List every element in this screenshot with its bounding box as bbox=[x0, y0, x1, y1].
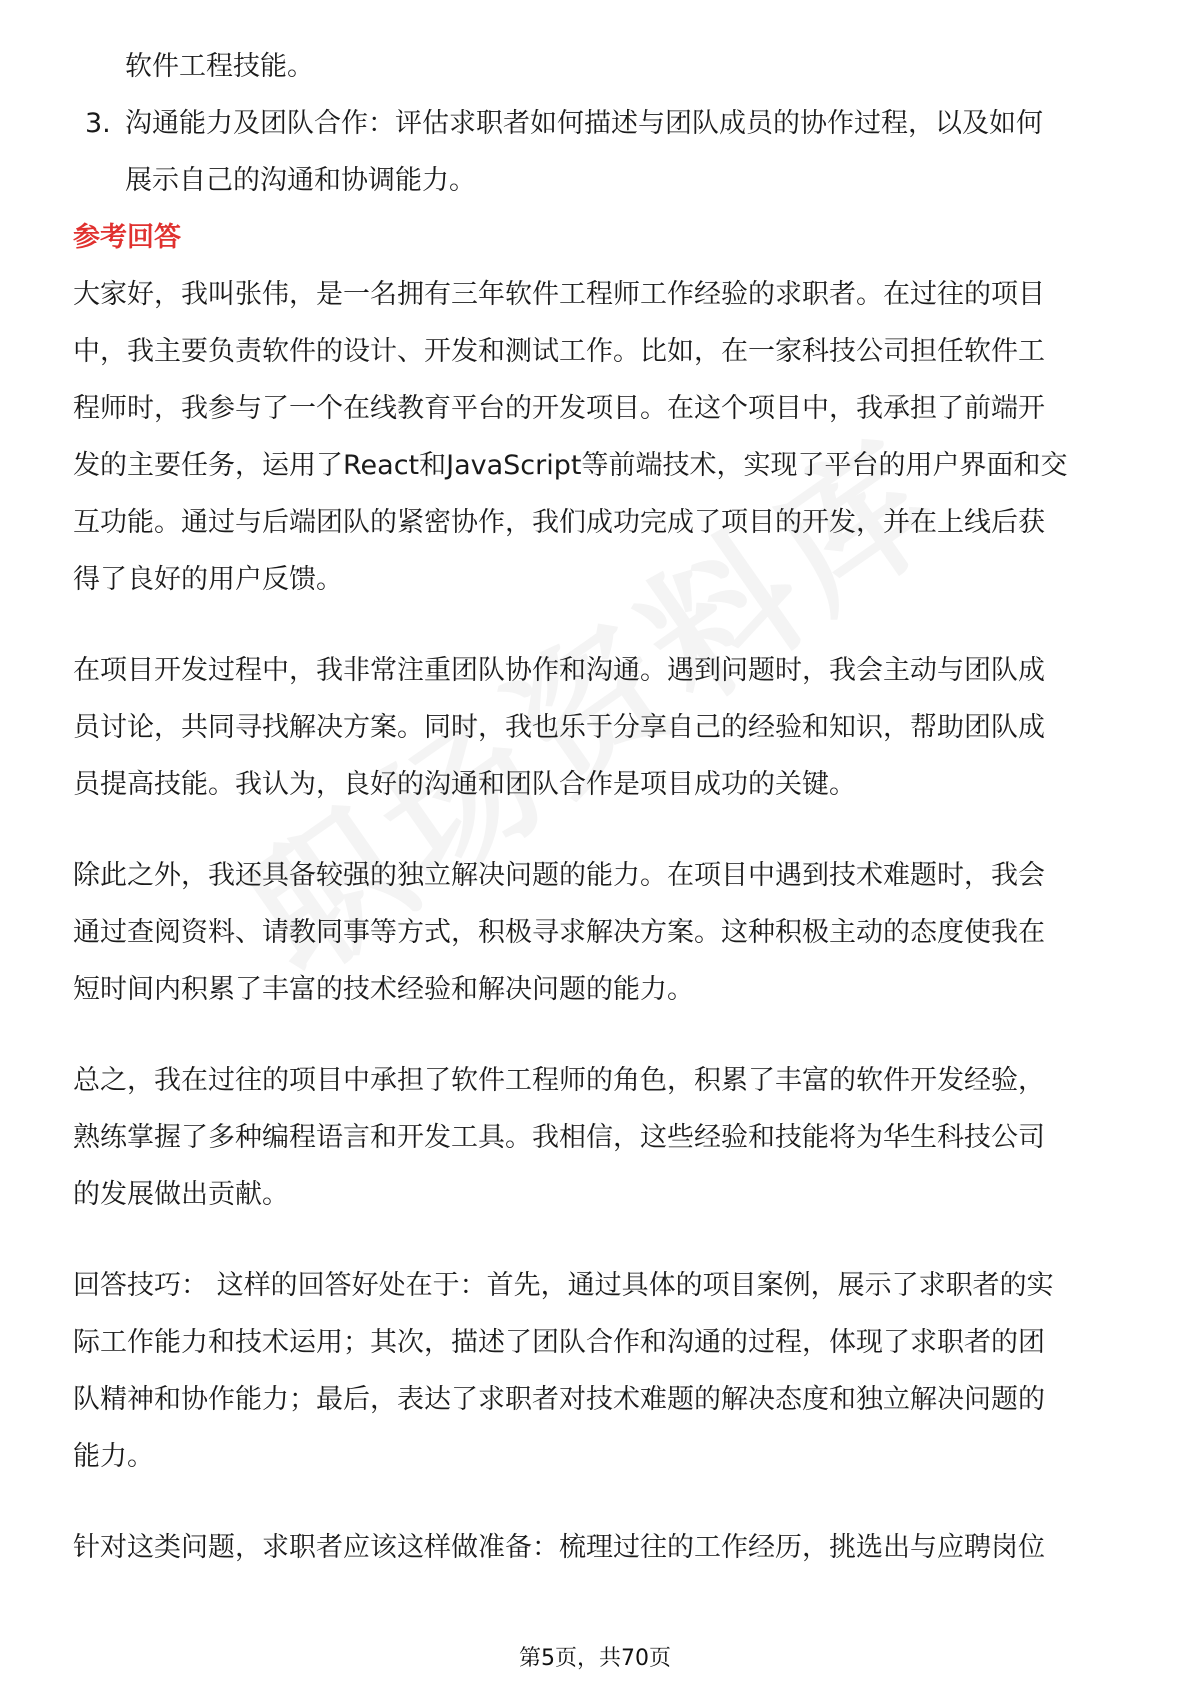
paragraph-spacing bbox=[73, 1223, 1123, 1257]
paragraph-line: 大家好，我叫张伟，是一名拥有三年软件工程师工作经验的求职者。在过往的项目 bbox=[73, 279, 1045, 310]
paragraph-spacing bbox=[73, 813, 1123, 847]
paragraph-line: 能力。 bbox=[73, 1441, 154, 1472]
page-number: 第5页，共70页 bbox=[519, 1646, 671, 1671]
paragraph bbox=[73, 642, 1123, 813]
list-item-2-continuation: 软件工程技能。 bbox=[125, 51, 314, 82]
paragraph bbox=[73, 847, 1123, 1018]
paragraph-line: 员提高技能。我认为，良好的沟通和团队合作是项目成功的关键。 bbox=[73, 769, 856, 800]
list-item-3-continuation: 展示自己的沟通和协调能力。 bbox=[125, 165, 476, 196]
paragraph-line: 中，我主要负责软件的设计、开发和测试工作。比如，在一家科技公司担任软件工 bbox=[73, 336, 1045, 367]
list-item-number: 3. bbox=[85, 108, 111, 139]
paragraph bbox=[73, 266, 1123, 608]
list-item-text: 沟通能力及团队合作：评估求职者如何描述与团队成员的协作过程，以及如何 bbox=[125, 108, 1043, 139]
paragraph-line: 程师时，我参与了一个在线教育平台的开发项目。在这个项目中，我承担了前端开 bbox=[73, 393, 1045, 424]
section-heading: 参考回答 bbox=[73, 222, 181, 253]
paragraph-line: 得了良好的用户反馈。 bbox=[73, 564, 343, 595]
paragraph-line: 在项目开发过程中，我非常注重团队协作和沟通。遇到问题时，我会主动与团队成 bbox=[73, 655, 1045, 686]
paragraph-line: 队精神和协作能力；最后，表达了求职者对技术难题的解决态度和独立解决问题的 bbox=[73, 1384, 1045, 1415]
paragraph-line: 回答技巧： 这样的回答好处在于：首先，通过具体的项目案例，展示了求职者的实 bbox=[73, 1270, 1054, 1301]
paragraph-line: 员讨论，共同寻找解决方案。同时，我也乐于分享自己的经验和知识，帮助团队成 bbox=[73, 712, 1045, 743]
paragraph-line: 总之，我在过往的项目中承担了软件工程师的角色，积累了丰富的软件开发经验， bbox=[73, 1065, 1045, 1096]
paragraph-spacing bbox=[73, 1485, 1123, 1519]
answer-body bbox=[73, 266, 1123, 1576]
paragraph-line: 除此之外，我还具备较强的独立解决问题的能力。在项目中遇到技术难题时，我会 bbox=[73, 860, 1045, 891]
paragraph-line: 际工作能力和技术运用；其次，描述了团队合作和沟通的过程，体现了求职者的团 bbox=[73, 1327, 1045, 1358]
paragraph-spacing bbox=[73, 1018, 1123, 1052]
paragraph-line: 发的主要任务，运用了React和JavaScript等前端技术，实现了平台的用户界面和交 bbox=[73, 450, 1068, 481]
paragraph-line: 针对这类问题，求职者应该这样做准备：梳理过往的工作经历，挑选出与应聘岗位 bbox=[73, 1532, 1045, 1563]
paragraph-line: 的发展做出贡献。 bbox=[73, 1179, 289, 1210]
paragraph bbox=[73, 1052, 1123, 1223]
paragraph bbox=[73, 1519, 1123, 1576]
paragraph bbox=[73, 1257, 1123, 1485]
paragraph-line: 互功能。通过与后端团队的紧密协作，我们成功完成了项目的开发，并在上线后获 bbox=[73, 507, 1045, 538]
paragraph-line: 短时间内积累了丰富的技术经验和解决问题的能力。 bbox=[73, 974, 694, 1005]
page-content bbox=[73, 38, 1123, 1576]
paragraph-line: 熟练掌握了多种编程语言和开发工具。我相信，这些经验和技能将为华生科技公司 bbox=[73, 1122, 1045, 1153]
paragraph-spacing bbox=[73, 608, 1123, 642]
paragraph-line: 通过查阅资料、请教同事等方式，积极寻求解决方案。这种积极主动的态度使我在 bbox=[73, 917, 1045, 948]
list-item-3 bbox=[73, 95, 1123, 152]
